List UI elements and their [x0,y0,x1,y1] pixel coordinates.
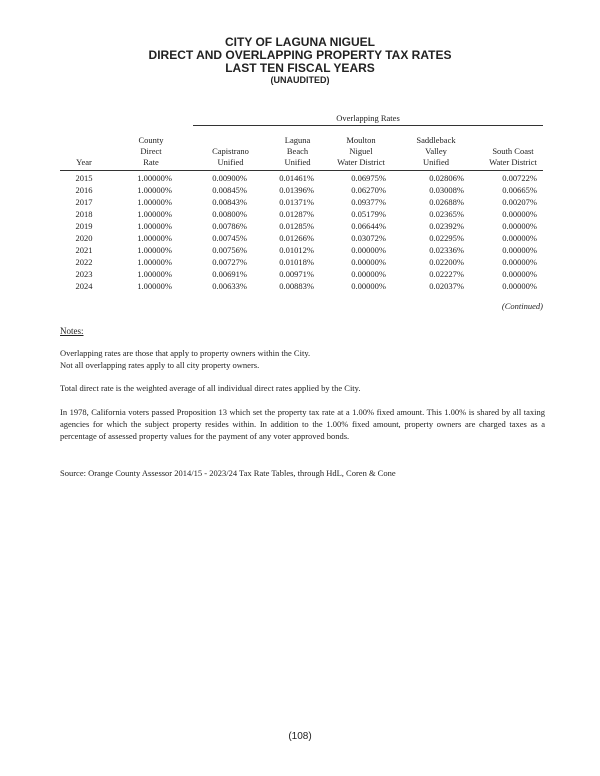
table-cell-rate: 0.02295% [429,233,464,243]
table-cell-rate: 0.01012% [279,245,314,255]
column-header-south-coast-water-district: South Coast Water District [489,146,537,167]
note-overlapping-rates: Overlapping rates are those that apply to property owners within the City. [60,348,311,358]
column-header-moulton-niguel-water-district: Moulton Niguel Water District [337,135,385,167]
table-cell-rate: 1.00000% [137,221,172,231]
report-audit-status: (UNAUDITED) [270,75,330,85]
table-cell-rate: 1.00000% [137,233,172,243]
table-cell-rate: 1.00000% [137,197,172,207]
table-cell-year: 2017 [75,197,93,207]
table-cell-rate: 1.00000% [137,245,172,255]
report-title: DIRECT AND OVERLAPPING PROPERTY TAX RATES [148,48,452,62]
table-cell-rate: 0.00745% [212,233,247,243]
table-cell-rate: 1.00000% [137,269,172,279]
table-cell-year: 2022 [75,257,93,267]
table-cell-rate: 0.00800% [212,209,247,219]
table-cell-year: 2020 [75,233,93,243]
table-cell-rate: 0.00000% [502,269,537,279]
note-proposition-13: In 1978, California voters passed Proposition 13 which set the property tax rate at a 1.00% fixed amount. This 1.00% is shared by all taxing agencies for which the subject property resides within. In addition to the 1.00% fixed amount, property owners are charged taxes as a percentage of assessed property values for the payment of any voter approved bonds. [60,407,545,441]
table-row [60,280,537,292]
table-cell-rate: 0.00633% [212,281,247,291]
column-header-year: Year [76,157,92,167]
table-cell-year: 2021 [75,245,93,255]
table-cell-rate: 0.02200% [429,257,464,267]
table-cell-year: 2015 [75,173,93,183]
table-cell-rate: 0.00000% [351,281,386,291]
table-cell-rate: 0.00691% [212,269,247,279]
table-cell-rate: 1.00000% [137,257,172,267]
table-cell-rate: 0.02688% [429,197,464,207]
column-header-capistrano-unified: Capistrano Unified [212,146,249,167]
table-cell-rate: 0.01396% [279,185,314,195]
table-cell-rate: 0.01371% [279,197,314,207]
table-cell-rate: 0.00000% [502,281,537,291]
table-cell-rate: 0.02336% [429,245,464,255]
note-not-all-apply: Not all overlapping rates apply to all city property owners. [60,360,260,370]
table-cell-rate: 0.00665% [502,185,537,195]
table-cell-rate: 0.00000% [502,233,537,243]
source-note: Source: Orange County Assessor 2014/15 - 2023/24 Tax Rate Tables, through HdL, Coren & Cone [60,468,396,478]
report-city-title: CITY OF LAGUNA NIGUEL [225,35,375,49]
table-cell-rate: 0.00000% [502,221,537,231]
table-cell-rate: 0.00971% [279,269,314,279]
table-cell-rate: 0.02037% [429,281,464,291]
note-direct-rate: Total direct rate is the weighted average of all individual direct rates applied by the City. [60,383,361,393]
table-cell-rate: 0.00000% [351,269,386,279]
table-cell-rate: 0.01018% [279,257,314,267]
table-cell-year: 2016 [75,185,93,195]
group-divider [193,125,543,126]
table-cell-rate: 0.02365% [429,209,464,219]
table-cell-rate: 0.00000% [351,245,386,255]
notes-heading: Notes: [60,326,84,336]
table-cell-rate: 0.01461% [279,173,314,183]
table-cell-year: 2023 [75,269,93,279]
column-header-laguna-beach-unified: Laguna Beach Unified [284,135,311,167]
table-row [60,232,537,244]
column-header-county-direct-rate: County Direct Rate [138,135,164,167]
table-cell-rate: 0.03072% [351,233,386,243]
overlapping-rates-group-label: Overlapping Rates [336,113,400,123]
table-cell-rate: 0.00883% [279,281,314,291]
table-cell-rate: 0.09377% [351,197,386,207]
header-divider [60,170,543,171]
table-cell-rate: 0.00845% [212,185,247,195]
table-cell-rate: 0.06644% [351,221,386,231]
table-row [60,196,537,208]
table-cell-rate: 0.06270% [351,185,386,195]
table-cell-rate: 0.00207% [502,197,537,207]
table-cell-rate: 0.02227% [429,269,464,279]
table-cell-rate: 0.05179% [351,209,386,219]
continued-label: (Continued) [501,301,543,311]
page-number: (108) [288,731,312,742]
table-row [60,268,537,280]
table-cell-rate: 1.00000% [137,209,172,219]
table-cell-rate: 1.00000% [137,173,172,183]
table-cell-rate: 0.02392% [429,221,464,231]
table-row [60,208,537,220]
table-row [60,220,537,232]
table-cell-year: 2019 [75,221,93,231]
table-cell-rate: 0.00000% [502,245,537,255]
table-cell-rate: 0.00900% [212,173,247,183]
table-cell-rate: 0.00000% [351,257,386,267]
column-header-saddleback-valley-unified: Saddleback Valley Unified [416,135,456,167]
table-row [60,244,537,256]
table-cell-rate: 0.00843% [212,197,247,207]
table-row [60,256,537,268]
table-row [60,172,537,184]
table-cell-rate: 0.00722% [502,173,537,183]
table-cell-rate: 0.06975% [351,173,386,183]
table-cell-rate: 0.01287% [279,209,314,219]
table-cell-year: 2024 [75,281,93,291]
table-cell-rate: 0.01285% [279,221,314,231]
table-cell-rate: 0.00000% [502,209,537,219]
table-cell-rate: 0.02806% [429,173,464,183]
table-cell-rate: 0.00756% [212,245,247,255]
table-cell-rate: 0.01266% [279,233,314,243]
table-cell-rate: 0.00000% [502,257,537,267]
table-row [60,184,537,196]
tax-rates-table [60,172,537,292]
table-cell-rate: 0.00727% [212,257,247,267]
table-cell-rate: 0.03008% [429,185,464,195]
table-cell-rate: 0.00786% [212,221,247,231]
table-cell-rate: 1.00000% [137,185,172,195]
report-period: LAST TEN FISCAL YEARS [225,61,375,75]
table-cell-rate: 1.00000% [137,281,172,291]
table-cell-year: 2018 [75,209,93,219]
